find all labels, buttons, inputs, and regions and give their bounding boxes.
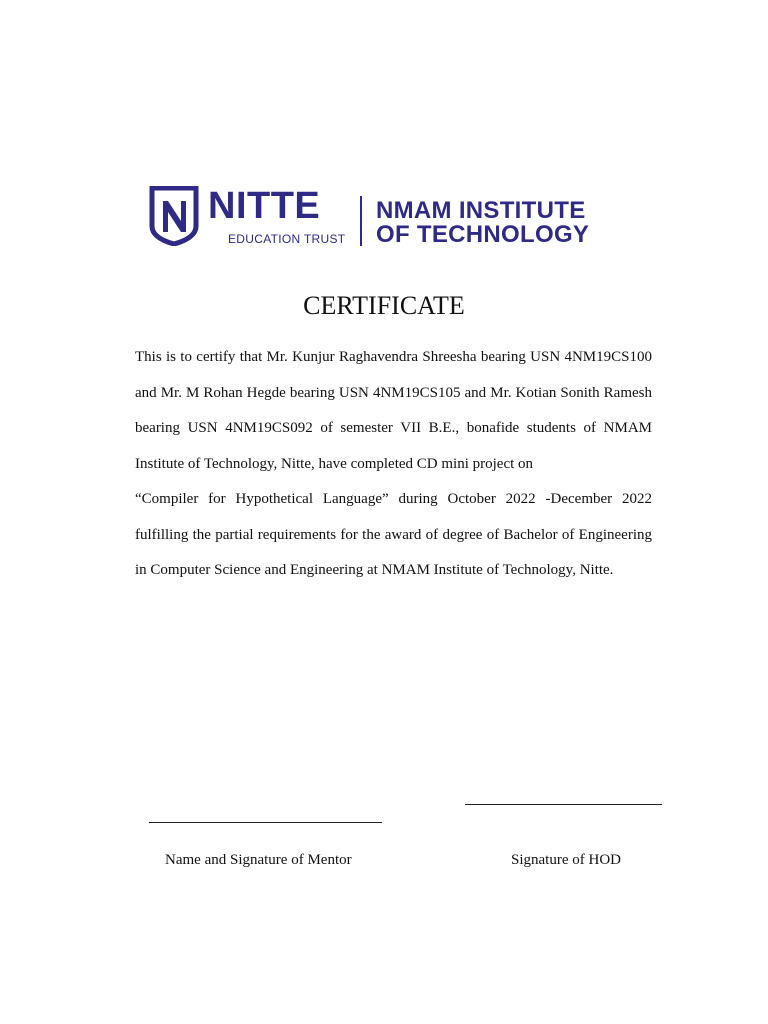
logo-trust-name: EDUCATION TRUST (228, 232, 346, 246)
logo-divider (360, 196, 362, 246)
nitte-shield-icon (148, 186, 200, 246)
hod-signature-label: Signature of HOD (511, 852, 621, 868)
mentor-signature-line (149, 822, 382, 823)
certificate-body (135, 340, 652, 589)
certificate-title: CERTIFICATE (303, 291, 465, 320)
hod-signature-line (465, 804, 662, 805)
certificate-paragraph-2: “Compiler for Hypothetical Language” during October 2022 -December 2022 fulfilling the partial requirements for the award of degree of Bachelor of Engineering in Computer Science and Engineering at NMAM Institute of Technology, Nitte. (135, 491, 652, 578)
logo-brand-name: NITTE (208, 185, 321, 227)
certificate-paragraph-1: This is to certify that Mr. Kunjur Raghavendra Shreesha bearing USN 4NM19CS100 and Mr. M Rohan Hegde bearing USN 4NM19CS105 and Mr. Kotian Sonith Ramesh bearing USN 4NM19CS092 of semester VII B.E., bonafide students of NMAM Institute of Technology, Nitte, have completed CD mini project on (135, 349, 652, 472)
institution-logo (148, 184, 648, 250)
logo-institute-line-2: OF TECHNOLOGY (376, 221, 590, 248)
logo-institute-line-1: NMAM INSTITUTE (376, 197, 586, 224)
mentor-signature-label: Name and Signature of Mentor (165, 852, 352, 868)
